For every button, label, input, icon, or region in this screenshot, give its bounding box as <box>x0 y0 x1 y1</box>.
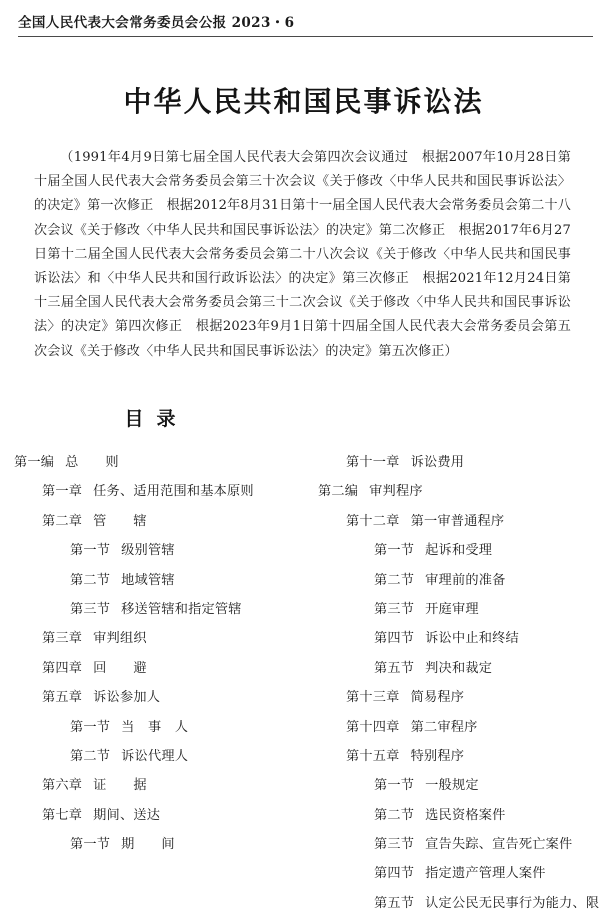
toc-entry-title: 第一审普通程序 <box>410 513 505 529</box>
toc-entry-title: 期 间 <box>121 837 175 853</box>
toc-entry[interactable] <box>312 448 612 477</box>
toc-entry-number: 第十二章 <box>346 513 400 529</box>
toc-entry-title: 判决和裁定 <box>425 660 493 676</box>
toc-entry-number: 第五节 <box>374 660 415 676</box>
toc-entry[interactable] <box>312 683 612 712</box>
preamble-paragraph <box>34 146 571 364</box>
toc-entry-number: 第一节 <box>70 837 111 853</box>
toc-entry-number: 第十三章 <box>346 690 400 706</box>
toc-entry-number: 第一编 <box>14 455 55 470</box>
toc-entry-title: 宣告失踪、宣告死亡案件 <box>425 837 573 853</box>
toc-entry-number: 第二节 <box>374 807 415 823</box>
toc-entry-number: 第二节 <box>70 748 111 764</box>
table-of-contents <box>0 448 607 911</box>
toc-entry[interactable] <box>312 536 612 565</box>
preamble-text: （1991年4月9日第七届全国人民代表大会第四次会议通过 根据2007年10月28日第十届全国人民代表大会常务委员会第三十次会议《关于修改〈中华人民共和国民事诉讼法〉的决定》第一次修正 根据2012年8月31日第十一届全国人民代表大会常务委员会第二十八次会议《关于修改〈中华人民共和国民事诉讼法〉的决定》第二次修正 根据2017年6月27日第十二届全国人民代表大会常务委员会第二十八次会议《关于修改〈中华人民共和国民事诉讼法〉和〈中华人民共和国行政诉讼法〉的决定》第三次修正 根据2021年12月24日第十三届全国人民代表大会常务委员会第三十二次会议《关于修改〈中华人民共和国民事诉讼法〉的决定》第四次修正 根据2023年9月1日第十四届全国人民代表大会常务委员会第五次会议《关于修改〈中华人民共和国民事诉讼法〉的决定》第五次修正） <box>34 150 571 359</box>
toc-entry[interactable] <box>8 683 308 712</box>
toc-entry[interactable] <box>312 654 612 683</box>
toc-entry[interactable] <box>312 742 612 771</box>
toc-entry-title: 一般规定 <box>425 778 479 794</box>
toc-entry-number: 第一节 <box>374 543 415 559</box>
toc-entry-number: 第三节 <box>70 601 111 617</box>
toc-entry-number: 第五章 <box>42 690 83 706</box>
toc-entry[interactable] <box>8 713 308 742</box>
toc-entry-number: 第一节 <box>374 778 415 794</box>
toc-entry-title: 诉讼费用 <box>410 455 465 470</box>
toc-entry-number: 第四节 <box>374 631 415 647</box>
toc-entry[interactable] <box>312 713 612 742</box>
toc-entry-title: 证 据 <box>93 778 147 794</box>
toc-entry-number: 第四节 <box>374 866 415 882</box>
toc-entry[interactable] <box>8 830 308 859</box>
toc-column-left <box>8 448 308 853</box>
toc-entry[interactable] <box>312 595 612 624</box>
toc-entry[interactable] <box>8 624 308 653</box>
toc-entry-title: 任务、适用范围和基本原则 <box>93 484 254 500</box>
toc-entry[interactable] <box>8 507 308 536</box>
toc-entry-title: 审理前的准备 <box>425 572 506 588</box>
toc-entry-title: 回 避 <box>93 660 147 676</box>
toc-entry-number: 第十五章 <box>346 748 400 764</box>
toc-entry-number: 第三章 <box>42 631 83 647</box>
toc-entry[interactable] <box>8 742 308 771</box>
toc-entry-number: 第三节 <box>374 601 415 617</box>
toc-entry[interactable] <box>8 536 308 565</box>
toc-entry-number: 第七章 <box>42 807 83 823</box>
toc-entry-title: 第二审程序 <box>410 719 478 735</box>
toc-entry[interactable] <box>312 889 612 918</box>
toc-entry[interactable] <box>312 771 612 800</box>
toc-entry[interactable] <box>8 595 308 624</box>
toc-entry-number: 第二编 <box>318 484 359 500</box>
toc-entry-title: 诉讼中止和终结 <box>425 631 519 647</box>
toc-entry-number: 第二章 <box>42 513 83 529</box>
toc-entry-number: 第五节 <box>374 895 415 911</box>
toc-entry-title: 诉讼代理人 <box>121 748 189 764</box>
toc-entry-title: 起诉和受理 <box>425 543 493 559</box>
toc-entry-title: 管 辖 <box>93 513 147 529</box>
toc-entry-title: 开庭审理 <box>425 601 479 617</box>
toc-entry-title: 总 则 <box>65 455 119 470</box>
toc-entry[interactable] <box>8 448 308 477</box>
toc-entry-number: 第十一章 <box>346 455 400 470</box>
toc-entry[interactable] <box>8 771 308 800</box>
toc-entry-number: 第三节 <box>374 837 415 853</box>
header-divider <box>18 36 593 37</box>
toc-entry-number: 第二节 <box>374 572 415 588</box>
toc-entry-number: 第一章 <box>42 484 83 500</box>
toc-entry-number: 第一节 <box>70 719 111 735</box>
toc-entry[interactable] <box>8 566 308 595</box>
toc-entry-title: 指定遗产管理人案件 <box>425 866 546 882</box>
running-title: 全国人民代表大会常务委员会公报 2023・6 <box>18 15 295 31</box>
toc-heading: 目录 <box>124 408 189 430</box>
toc-entry[interactable] <box>312 830 612 859</box>
toc-entry-title: 移送管辖和指定管辖 <box>121 601 242 617</box>
toc-entry-title: 特别程序 <box>410 748 465 764</box>
page-title: 中华人民共和国民事诉讼法 <box>123 85 484 118</box>
page-header <box>0 0 607 31</box>
toc-entry[interactable] <box>312 859 612 888</box>
toc-entry-number: 第六章 <box>42 778 83 794</box>
toc-entry[interactable] <box>312 801 612 830</box>
toc-entry-title: 诉讼参加人 <box>93 690 161 706</box>
toc-entry-number: 第一节 <box>70 543 111 559</box>
toc-column-right <box>312 448 612 911</box>
toc-entry-title: 当 事 人 <box>121 719 189 735</box>
toc-entry[interactable] <box>312 477 612 506</box>
toc-entry-title: 选民资格案件 <box>425 807 506 823</box>
toc-entry[interactable] <box>312 566 612 595</box>
toc-entry[interactable] <box>8 654 308 683</box>
toc-entry[interactable] <box>312 624 612 653</box>
toc-entry-number: 第十四章 <box>346 719 400 735</box>
toc-entry-number: 第四章 <box>42 660 83 676</box>
toc-entry-title: 级别管辖 <box>121 543 175 559</box>
toc-entry-title: 认定公民无民事行为能力、限 <box>425 895 600 911</box>
toc-entry[interactable] <box>312 507 612 536</box>
toc-entry[interactable] <box>8 477 308 506</box>
toc-entry-title: 期间、送达 <box>93 807 161 823</box>
toc-entry-number: 第二节 <box>70 572 111 588</box>
toc-entry-title: 地域管辖 <box>121 572 175 588</box>
toc-entry[interactable] <box>8 801 308 830</box>
toc-entry-title: 审判组织 <box>93 631 147 647</box>
toc-entry-title: 审判程序 <box>369 484 423 500</box>
toc-entry-title: 简易程序 <box>410 690 465 706</box>
